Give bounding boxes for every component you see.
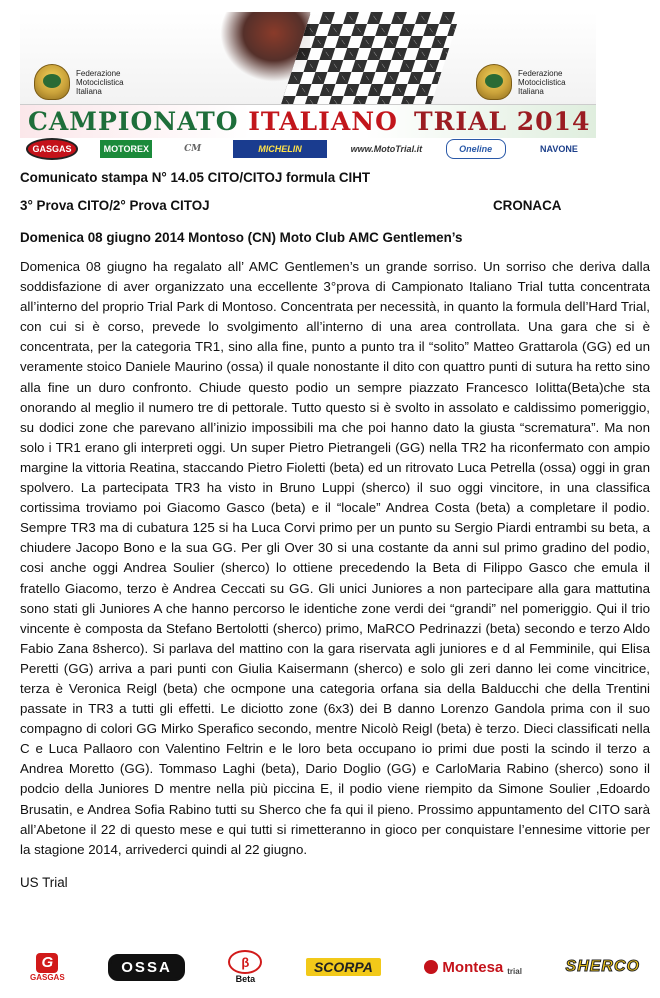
fmi-emblem-icon (476, 64, 512, 100)
title-main: CAMPIONATO ITALIANO (28, 107, 398, 136)
header-banner (20, 12, 596, 160)
gasgas-icon: G (36, 953, 58, 973)
championship-title (20, 104, 596, 140)
event-title: Domenica 08 giugno 2014 Montoso (CN) Moto Club AMC Gentlemen’s (20, 230, 463, 245)
article-body: Domenica 08 giugno ha regalato all’ AMC Gentlemen’s un grande sorriso. Un sorriso che deriva dalla soddisfazione di aver organizzato una eccellente 3°prova di Campionato Italiano Trial tutta concentrata all’interno del proprio Trial Park di Montoso. Concentrata per necessità, in quanto la formula dell’Hard Trial, con cui si è corso, prevede lo svolgimento all’interno di una area controllata. Una gara che si è concentrata, per la categoria TR1, sino alla fine, punto a punto tra il “solito” Matteo Grattarola (GG) ed un veramente stoico Daniele Maurino (ossa) il quale nonostante il dito con quattro punti di sutura ha retto sino alla fine un duro confronto. Chiude questo podio un sempre piazzato Francesco Iolitta(Beta)che sta onorando al meglio il numero tre di pettorale. Tutto questo si è svolto in assolato e caldissimo pomeriggio, su dodici zone che parevano all’inizio impossibili ma che poi hanno dato la giusta “scrematura”. Ma non solo i TR1 erano gli interpreti oggi. Un super Pietro Pietrangeli (GG) nella TR2 ha riconfermato con ampio margine la vittoria Reatina, staccando Pietro Fioletti (beta) ed un ritrovato Luca Petrella (ossa) oggi in gran spolvero. La partecipata TR3 ha visto in Bruno Luppi (sherco) il suo oggi vincitore, in una classifica cortissima troviamo poi Giacomo Gasco (beta) e il “locale” Andrea Costa (beta) a completare il podio. Sempre TR3 ma di cubatura 125 si ha Luca Corvi primo per un punto su Sergio Piardi entrambi su beta, a chiudere Jacopo Bono e la sua GG. Per gli Over 30 si una costante da anni sul primo gradino del podio, cosi anche oggi Andrea Soulier (sherco) lo ottiene precedendo la Beta di Filippo Gasco che emula il fratello Giacomo, terzo è Andrea Ceccati su GG. Gli unici Juniores a non partecipare alla gara mattutina sono stati gli Juniores A che hanno percorso le identiche zone verdi dei “grandi” nel pomeriggio. Qui il trio vincente è composta da Stefano Bertolotti (sherco) primo, MaRCO Pedrinazzi (beta) secondo e terzo Aldo Fabio Zana 8sherco). Si parlava del mattino con la gara riservata agli juniores e d al Femminile, qui Elisa Peretti (GG) arriva a pari punti con Giulia Kaisermann (sherco) e solo gli zeri danno lei come vincitrice, terza è Veronica Reigl (beta) che ocmpone una categoria orfana sia della Balducchi che della Trentini passate in TR3 a tutti gli effetti. Le diciotto zone (6x3) dei B danno Lorenzo Gandola prima con il suo compagno di colori GG Mirko Sperafico secondo, mentre Nicolò Reigl (beta) è terzo. Dieci classificati nella C e Luca Pallaoro con Valentino Feltrin e le loro beta occupano io primi due posti la scindo il terzo a Andrea Moretto (GG). Tommaso Laghi (beta), Dario Doglio (GG) e CarloMaria Rabino (sherco) sono il podcio della Juniores D mentre nella più piccina E, il podio viene riempito da Simone Soulier ,Edoardo Brusatin, e Andrea Sofia Rabino tutti su Sherco che fa qui il pieno. Prossimo appuntamento del CITO sarà all’Abetone il 22 di questo mese e qui tutti si rimetteranno in gioco per conquistare l’ennesime vittorie per la stagione 2014, arrivederci quindi al 22 giugno. (20, 259, 650, 857)
signature: US Trial (20, 875, 68, 890)
sponsor-oneline: Oneline (446, 139, 506, 159)
sponsor-mototrial: www.MotoTrial.it (350, 144, 423, 154)
sponsor-michelin: MICHELIN (233, 140, 327, 158)
sponsor-strip (20, 138, 596, 160)
sponsor-navone: NAVONE (540, 144, 578, 154)
press-release-title: Comunicato stampa N° 14.05 CITO/CITOJ formula CIHT (20, 170, 371, 185)
fmi-logo-right (476, 64, 566, 100)
brand-footer (30, 946, 640, 988)
sponsor-motorex: MOTOREX (100, 140, 152, 158)
fmi-emblem-icon (34, 64, 70, 100)
brand-sherco: SHERCO (565, 958, 640, 975)
sponsor-cm: CM (184, 144, 202, 154)
brand-beta: β Beta (228, 950, 262, 984)
title-year: TRIAL 2014 (414, 107, 591, 136)
brand-ossa: OSSA (108, 954, 185, 981)
fmi-name: Federazione Motociclistica Italiana (76, 68, 124, 96)
round-title: 3° Prova CITO/2° Prova CITOJ (20, 198, 210, 213)
brand-scorpa: SCORPA (306, 958, 381, 976)
montesa-icon (424, 960, 438, 974)
sponsor-logo: GASGAS (26, 138, 78, 160)
fmi-name: Federazione Motociclistica Italiana (518, 68, 566, 96)
beta-icon: β (228, 950, 262, 974)
category-label: CRONACA (493, 198, 562, 213)
checkered-flag (281, 12, 461, 104)
brand-gasgas: G GASGAS (30, 954, 65, 982)
fmi-logo-left (34, 64, 124, 100)
brand-montesa: Montesa trial (424, 959, 522, 976)
